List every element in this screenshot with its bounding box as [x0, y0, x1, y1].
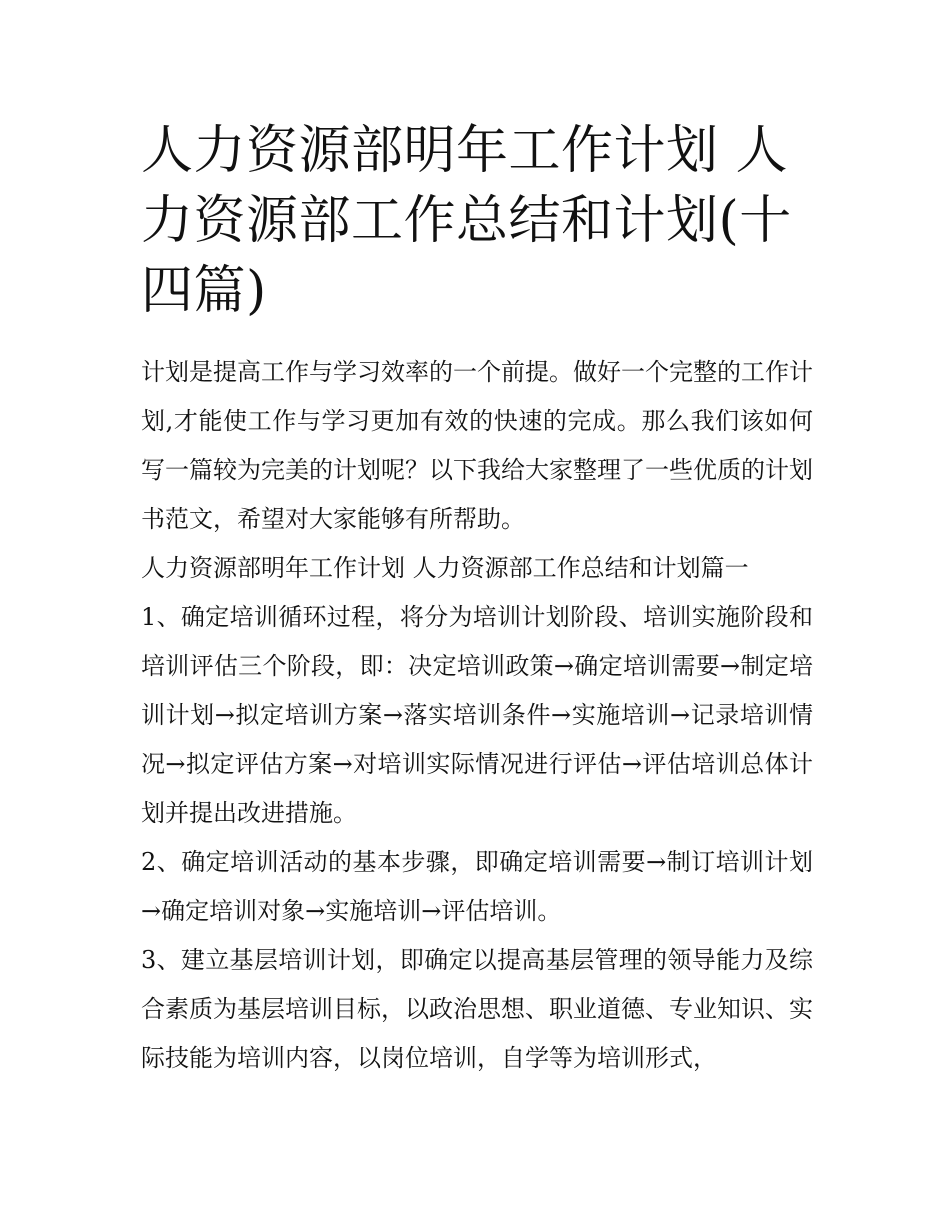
document-page — [141, 116, 813, 1083]
list-item-2: 2、确定培训活动的基本步骤，即确定培训需要→制订培训计划→确定培训对象→实施培训→评估培训。 — [141, 848, 813, 925]
section-heading: 人力资源部明年工作计划 人力资源部工作总结和计划篇一 — [141, 554, 749, 582]
intro-paragraph: 计划是提高工作与学习效率的一个前提。做好一个完整的工作计划,才能使工作与学习更加有效的快速的完成。那么我们该如何写一篇较为完美的计划呢？以下我给大家整理了一些优质的计划书范文，希望对大家能够有所帮助。 — [141, 358, 813, 533]
document-body — [141, 348, 813, 1083]
list-item-1: 1、确定培训循环过程，将分为培训计划阶段、培训实施阶段和培训评估三个阶段，即：决定培训政策→确定培训需要→制定培训计划→拟定培训方案→落实培训条件→实施培训→记录培训情况→拟定评估方案→对培训实际情况进行评估→评估培训总体计划并提出改进措施。 — [141, 603, 813, 827]
document-title: 人力资源部明年工作计划 人力资源部工作总结和计划(十四篇) — [141, 121, 792, 321]
list-item-3: 3、建立基层培训计划，即确定以提高基层管理的领导能力及综合素质为基层培训目标，以政治思想、职业道德、专业知识、实际技能为培训内容，以岗位培训，自学等为培训形式， — [141, 946, 813, 1072]
